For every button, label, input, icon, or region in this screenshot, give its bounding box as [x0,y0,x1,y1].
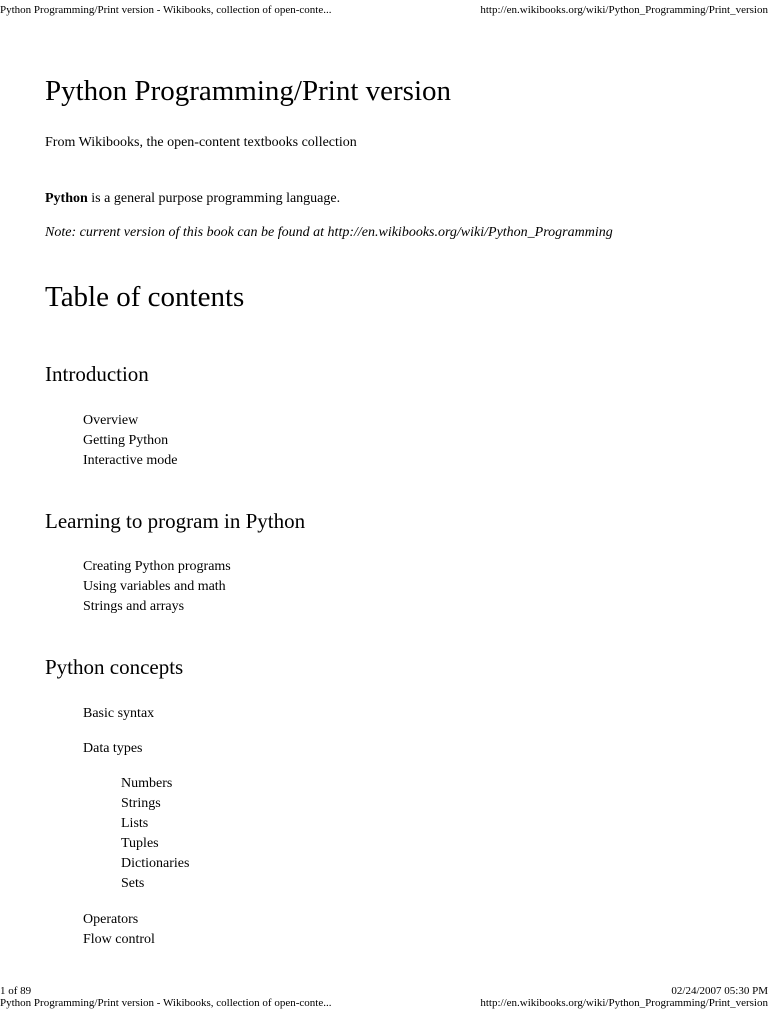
toc-item-strings-arrays[interactable]: Strings and arrays [83,599,185,614]
print-header-title: Python Programming/Print version - Wikibooks, collection of open-conte... [0,4,332,16]
toc-section-concepts: Python concepts [45,655,184,679]
toc-heading: Table of contents [45,281,245,313]
toc-item-variables-math[interactable]: Using variables and math [83,579,226,594]
page-title: Python Programming/Print version [45,75,451,107]
toc-item-basic-syntax[interactable]: Basic syntax [83,706,155,721]
toc-item-interactive-mode[interactable]: Interactive mode [83,453,178,468]
toc-subitem-dictionaries[interactable]: Dictionaries [121,856,190,871]
toc-item-flow-control[interactable]: Flow control [83,932,155,947]
print-header-title-next: Python Programming/Print version - Wikibooks, collection of open-conte... [0,997,332,1009]
toc-item-getting-python[interactable]: Getting Python [83,433,169,448]
toc-item-creating-programs[interactable]: Creating Python programs [83,559,231,574]
print-footer-datetime: 02/24/2007 05:30 PM [671,985,768,997]
toc-item-overview[interactable]: Overview [83,413,139,428]
toc-section-learning: Learning to program in Python [45,509,306,533]
toc-subitem-strings[interactable]: Strings [121,796,161,811]
toc-section-introduction: Introduction [45,362,149,386]
note-line: Note: current version of this book can be found at http://en.wikibooks.org/wiki/Python_Programming [45,225,613,240]
print-header-url-next: http://en.wikibooks.org/wiki/Python_Programming/Print_version [480,997,768,1009]
toc-subitem-tuples[interactable]: Tuples [121,836,159,851]
toc-item-data-types[interactable]: Data types [83,741,143,756]
toc-subitem-numbers[interactable]: Numbers [121,776,173,791]
intro-text: is a general purpose programming language. [87,191,341,206]
print-header-url: http://en.wikibooks.org/wiki/Python_Programming/Print_version [480,4,768,16]
toc-subitem-lists[interactable]: Lists [121,816,149,831]
intro-paragraph [45,190,340,207]
print-footer-page: 1 of 89 [0,985,32,997]
from-line: From Wikibooks, the open-content textbooks collection [45,135,357,150]
toc-item-operators[interactable]: Operators [83,912,139,927]
toc-subitem-sets[interactable]: Sets [121,876,145,891]
intro-bold: Python [45,191,88,206]
